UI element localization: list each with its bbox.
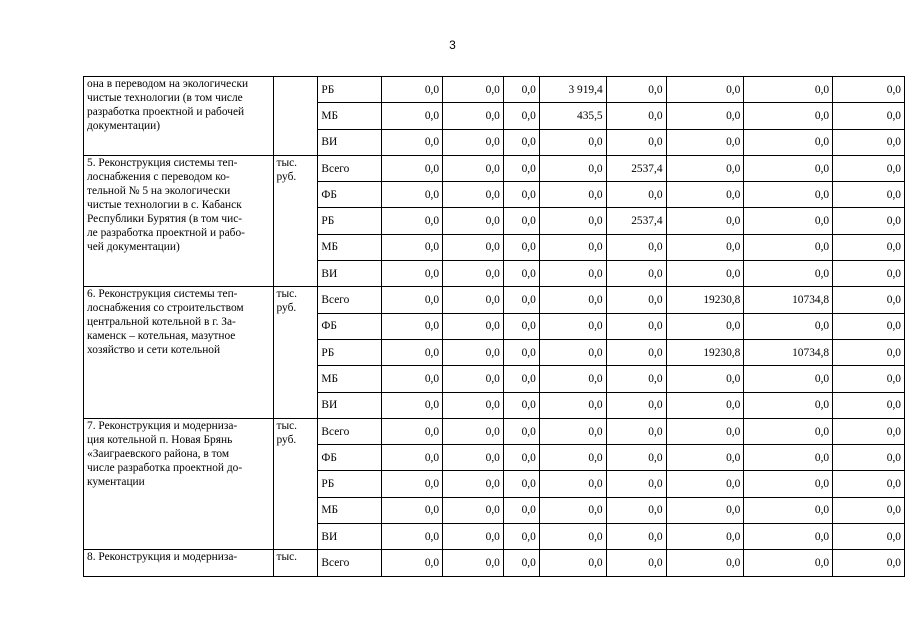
value-cell: 435,5 [539,103,606,129]
value-cell: 0,0 [382,339,443,365]
funding-source-cell: ФБ [318,313,382,339]
value-cell: 0,0 [443,261,504,287]
value-cell: 2537,4 [606,155,666,181]
funding-source-cell: МБ [318,234,382,260]
value-cell: 0,0 [606,392,666,418]
value-cell: 0,0 [539,234,606,260]
value-cell: 0,0 [606,77,666,103]
value-cell: 0,0 [382,77,443,103]
funding-source-cell: РБ [318,208,382,234]
value-cell: 0,0 [539,287,606,313]
value-cell: 2537,4 [606,208,666,234]
value-cell: 0,0 [539,182,606,208]
funding-source-cell: ВИ [318,261,382,287]
value-cell: 0,0 [443,155,504,181]
value-cell: 0,0 [503,182,539,208]
value-cell: 0,0 [539,339,606,365]
value-cell: 0,0 [503,392,539,418]
value-cell: 0,0 [606,339,666,365]
value-cell: 0,0 [744,392,833,418]
value-cell: 0,0 [666,550,744,576]
value-cell: 0,0 [666,392,744,418]
funding-source-cell: Всего [318,287,382,313]
value-cell: 0,0 [539,445,606,471]
funding-source-cell: ФБ [318,182,382,208]
value-cell: 0,0 [833,287,905,313]
value-cell: 0,0 [382,445,443,471]
value-cell: 0,0 [382,261,443,287]
value-cell: 0,0 [503,497,539,523]
value-cell: 0,0 [833,182,905,208]
value-cell: 0,0 [382,550,443,576]
value-cell: 0,0 [666,234,744,260]
value-cell: 0,0 [503,129,539,155]
value-cell: 0,0 [833,392,905,418]
value-cell: 0,0 [382,103,443,129]
value-cell: 0,0 [606,129,666,155]
funding-source-cell: РБ [318,77,382,103]
value-cell: 3 919,4 [539,77,606,103]
value-cell: 0,0 [443,339,504,365]
value-cell: 0,0 [382,129,443,155]
value-cell: 0,0 [666,103,744,129]
value-cell: 0,0 [443,313,504,339]
value-cell: 0,0 [606,524,666,550]
value-cell: 10734,8 [744,287,833,313]
value-cell: 0,0 [744,445,833,471]
value-cell: 0,0 [382,182,443,208]
value-cell: 0,0 [666,77,744,103]
value-cell: 0,0 [443,445,504,471]
value-cell: 0,0 [382,524,443,550]
value-cell: 0,0 [503,366,539,392]
unit-cell: тыс. руб. [273,287,318,418]
value-cell: 0,0 [443,471,504,497]
value-cell: 0,0 [606,261,666,287]
value-cell: 0,0 [503,234,539,260]
value-cell: 0,0 [539,155,606,181]
value-cell: 0,0 [539,418,606,444]
unit-cell: тыс. руб. [273,418,318,549]
value-cell: 0,0 [539,550,606,576]
value-cell: 0,0 [382,287,443,313]
value-cell: 10734,8 [744,339,833,365]
value-cell: 0,0 [443,103,504,129]
value-cell: 0,0 [606,471,666,497]
measure-name-cell: 6. Реконструкция системы теп- лоснабжения со строительством центральной котельной в г. За- каменск – котельная, мазутное хозяйство и сети котельной [84,287,274,418]
value-cell: 0,0 [503,524,539,550]
funding-source-cell: ФБ [318,445,382,471]
value-cell: 0,0 [666,366,744,392]
value-cell: 0,0 [382,234,443,260]
value-cell: 0,0 [744,261,833,287]
value-cell: 0,0 [744,418,833,444]
value-cell: 0,0 [443,287,504,313]
unit-cell: тыс. [273,550,318,576]
value-cell: 0,0 [744,155,833,181]
value-cell: 0,0 [666,471,744,497]
value-cell: 0,0 [606,366,666,392]
value-cell: 0,0 [606,182,666,208]
value-cell: 0,0 [833,418,905,444]
value-cell: 0,0 [666,313,744,339]
funding-source-cell: Всего [318,418,382,444]
value-cell: 0,0 [539,313,606,339]
funding-source-cell: МБ [318,497,382,523]
value-cell: 0,0 [744,497,833,523]
value-cell: 0,0 [744,77,833,103]
value-cell: 0,0 [443,77,504,103]
value-cell: 0,0 [833,471,905,497]
value-cell: 0,0 [666,261,744,287]
value-cell: 0,0 [503,261,539,287]
value-cell: 0,0 [382,155,443,181]
table-row [84,287,905,313]
value-cell: 0,0 [443,497,504,523]
value-cell: 0,0 [833,261,905,287]
value-cell: 0,0 [744,129,833,155]
value-cell: 0,0 [606,313,666,339]
value-cell: 0,0 [382,313,443,339]
value-cell: 0,0 [606,234,666,260]
value-cell: 0,0 [539,129,606,155]
page-number: 3 [449,38,456,52]
value-cell: 0,0 [503,445,539,471]
unit-cell: тыс. руб. [273,155,318,286]
value-cell: 0,0 [382,418,443,444]
value-cell: 0,0 [833,77,905,103]
value-cell: 0,0 [833,103,905,129]
value-cell: 0,0 [443,182,504,208]
value-cell: 0,0 [539,524,606,550]
value-cell: 0,0 [833,497,905,523]
funding-source-cell: ВИ [318,129,382,155]
value-cell: 0,0 [606,497,666,523]
value-cell: 0,0 [666,208,744,234]
value-cell: 0,0 [382,471,443,497]
measure-name-cell: 5. Реконструкция системы теп- лоснабжения с переводом ко- тельной № 5 на экологически чистые технологии в с. Кабанск Республики Бурятия (в том чис- ле разработка проектной и рабо- чей документации) [84,155,274,286]
value-cell: 0,0 [833,129,905,155]
value-cell: 0,0 [382,497,443,523]
value-cell: 0,0 [833,155,905,181]
value-cell: 0,0 [833,550,905,576]
value-cell: 0,0 [443,129,504,155]
value-cell: 19230,8 [666,287,744,313]
value-cell: 0,0 [539,392,606,418]
funding-source-cell: МБ [318,366,382,392]
value-cell: 0,0 [503,103,539,129]
value-cell: 0,0 [744,234,833,260]
value-cell: 0,0 [744,524,833,550]
value-cell: 0,0 [503,287,539,313]
page-bottom-margin [0,578,905,640]
value-cell: 0,0 [503,313,539,339]
unit-cell [273,77,318,156]
value-cell: 0,0 [833,208,905,234]
value-cell: 0,0 [833,524,905,550]
value-cell: 0,0 [744,550,833,576]
table-row [84,418,905,444]
value-cell: 0,0 [833,234,905,260]
value-cell: 0,0 [666,497,744,523]
value-cell: 0,0 [443,524,504,550]
value-cell: 0,0 [443,418,504,444]
value-cell: 0,0 [503,155,539,181]
value-cell: 0,0 [606,103,666,129]
value-cell: 0,0 [606,287,666,313]
measure-name-cell: она в переводом на экологически чистые технологии (в том числе разработка проектной и рабочей документации) [84,77,274,156]
value-cell: 0,0 [666,524,744,550]
value-cell: 0,0 [744,313,833,339]
value-cell: 0,0 [539,497,606,523]
value-cell: 0,0 [382,208,443,234]
value-cell: 19230,8 [666,339,744,365]
funding-source-cell: Всего [318,155,382,181]
value-cell: 0,0 [503,550,539,576]
value-cell: 0,0 [503,339,539,365]
value-cell: 0,0 [666,182,744,208]
value-cell: 0,0 [666,445,744,471]
funding-source-cell: РБ [318,339,382,365]
value-cell: 0,0 [833,313,905,339]
table-row [84,155,905,181]
value-cell: 0,0 [539,208,606,234]
value-cell: 0,0 [443,208,504,234]
funding-source-cell: Всего [318,550,382,576]
value-cell: 0,0 [833,339,905,365]
value-cell: 0,0 [382,392,443,418]
value-cell: 0,0 [539,366,606,392]
value-cell: 0,0 [539,261,606,287]
value-cell: 0,0 [382,366,443,392]
value-cell: 0,0 [503,418,539,444]
value-cell: 0,0 [666,129,744,155]
value-cell: 0,0 [744,208,833,234]
funding-source-cell: ВИ [318,524,382,550]
table-row [84,550,905,576]
value-cell: 0,0 [744,471,833,497]
value-cell: 0,0 [503,208,539,234]
value-cell: 0,0 [539,471,606,497]
funding-source-cell: ВИ [318,392,382,418]
value-cell: 0,0 [503,77,539,103]
measure-name-cell: 7. Реконструкция и модерниза- ция котельной п. Новая Брянь «Заиграевского района, в том числе разработка проектной до- кументации [84,418,274,549]
value-cell: 0,0 [443,366,504,392]
value-cell: 0,0 [443,550,504,576]
value-cell: 0,0 [833,445,905,471]
value-cell: 0,0 [744,182,833,208]
value-cell: 0,0 [744,366,833,392]
value-cell: 0,0 [606,550,666,576]
funding-source-cell: МБ [318,103,382,129]
value-cell: 0,0 [744,103,833,129]
value-cell: 0,0 [443,234,504,260]
table-row [84,77,905,103]
measure-name-cell: 8. Реконструкция и модерниза- [84,550,274,576]
value-cell: 0,0 [666,418,744,444]
value-cell: 0,0 [833,366,905,392]
value-cell: 0,0 [606,418,666,444]
value-cell: 0,0 [606,445,666,471]
value-cell: 0,0 [503,471,539,497]
value-cell: 0,0 [443,392,504,418]
value-cell: 0,0 [666,155,744,181]
budget-table [83,76,905,577]
funding-source-cell: РБ [318,471,382,497]
